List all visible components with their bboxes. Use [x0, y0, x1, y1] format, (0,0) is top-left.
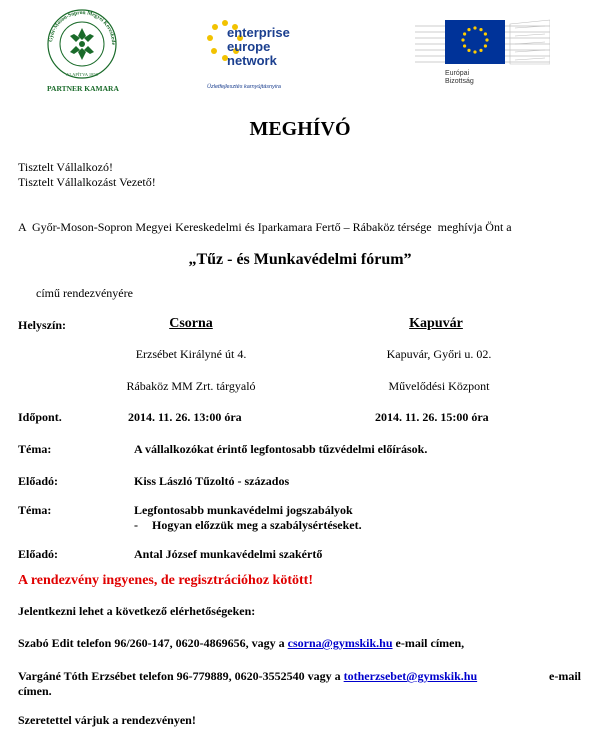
contact-1-text: Szabó Edit telefon 96/260-147, 0620-4869656, vagy a [18, 636, 288, 650]
speaker-2-label: Előadó: [18, 547, 59, 561]
eu-building-icon [415, 18, 550, 68]
kamara-partner-label: PARTNER KAMARA [47, 84, 119, 93]
contact-line-2 [18, 669, 581, 684]
venue-city-2: Kapuvár [409, 316, 463, 331]
venue-city-1: Csorna [169, 316, 213, 331]
topic-1-label: Téma: [18, 442, 52, 456]
venue-address-1: Erzsébet Királyné út 4. [135, 347, 247, 361]
closing-text: Szeretettel várjuk a rendezvényen! [18, 713, 196, 727]
contact-2-text [18, 669, 477, 684]
kamara-founded: ALAPÍTVA 1850 [66, 72, 98, 77]
contact-2-before: Vargáné Tóth Erzsébet telefon 96-779889, 0620-3552540 vagy a [18, 669, 344, 683]
topic-1-text: A vállalkozókat érintő legfontosabb tűzvédelmi előírások. [134, 442, 428, 456]
topic-2-label: Téma: [18, 503, 52, 517]
greeting-line-2: Tisztelt Vállalkozást Vezető! [18, 175, 156, 189]
venue-place-1: Rábaköz MM Zrt. tárgyaló [126, 379, 256, 393]
speaker-1-label: Előadó: [18, 474, 59, 488]
kamara-ring-text: Győr-Moson-Sopron Megyei Kereskede [48, 9, 117, 46]
page-title: MEGHÍVÓ [249, 118, 351, 140]
contact-2-email-link[interactable]: totherzsebet@gymskik.hu [343, 669, 478, 683]
contact-2-suffix: e-mail [549, 669, 581, 683]
kamara-emblem-icon [30, 6, 135, 84]
topic-2-bullet: - [134, 518, 138, 532]
venue-place-2: Művelődési Központ [388, 379, 490, 393]
een-tagline: Üzletfejlesztés karnyújtásnyira [207, 84, 281, 90]
free-notice: A rendezvény ingyenes, de regisztrációhoz kötött! [18, 573, 313, 588]
een-word-3: network [227, 53, 277, 68]
intro-text: A Győr-Moson-Sopron Megyei Kereskedelmi és Iparkamara Fertő – Rábaköz térsége meghívja Önt a [18, 220, 512, 234]
time-date-1: 2014. 11. 26. 13:00 óra [128, 410, 242, 424]
contact-2-suffix-2: címen. [18, 684, 52, 698]
eu-label-1: Európai [445, 70, 470, 77]
eu-commission-logo [415, 10, 550, 90]
speaker-1-text: Kiss László Tűzoltó - százados [134, 474, 290, 488]
een-word-1: enterprise [227, 25, 290, 40]
time-date-2: 2014. 11. 26. 15:00 óra [375, 410, 489, 424]
contact-1-suffix: e-mail címen, [392, 636, 465, 650]
contact-1-email-link[interactable]: csorna@gymskik.hu [287, 636, 393, 650]
topic-2-subtext: Hogyan előzzük meg a szabálysértéseket. [152, 518, 362, 532]
contact-intro: Jelentkezni lehet a következő elérhetőségeken: [18, 604, 256, 618]
event-title: „Tűz - és Munkavédelmi fórum” [188, 251, 412, 268]
een-word-2: europe [227, 39, 271, 54]
speaker-2-text: Antal József munkavédelmi szakértő [134, 547, 323, 561]
topic-2-text: Legfontosabb munkavédelmi jogszabályok [134, 503, 353, 517]
greeting-line-1: Tisztelt Vállalkozó! [18, 160, 113, 174]
kamara-logo [30, 6, 135, 98]
eu-label-2: Bizottság [445, 78, 474, 85]
een-logo [205, 10, 310, 95]
venue-label: Helyszín: [18, 318, 66, 332]
venue-address-2: Kapuvár, Győri u. 02. [386, 347, 492, 361]
contact-line-1 [18, 636, 464, 651]
time-label: Időpont. [18, 410, 62, 424]
event-suffix: című rendezvényére [36, 286, 133, 300]
